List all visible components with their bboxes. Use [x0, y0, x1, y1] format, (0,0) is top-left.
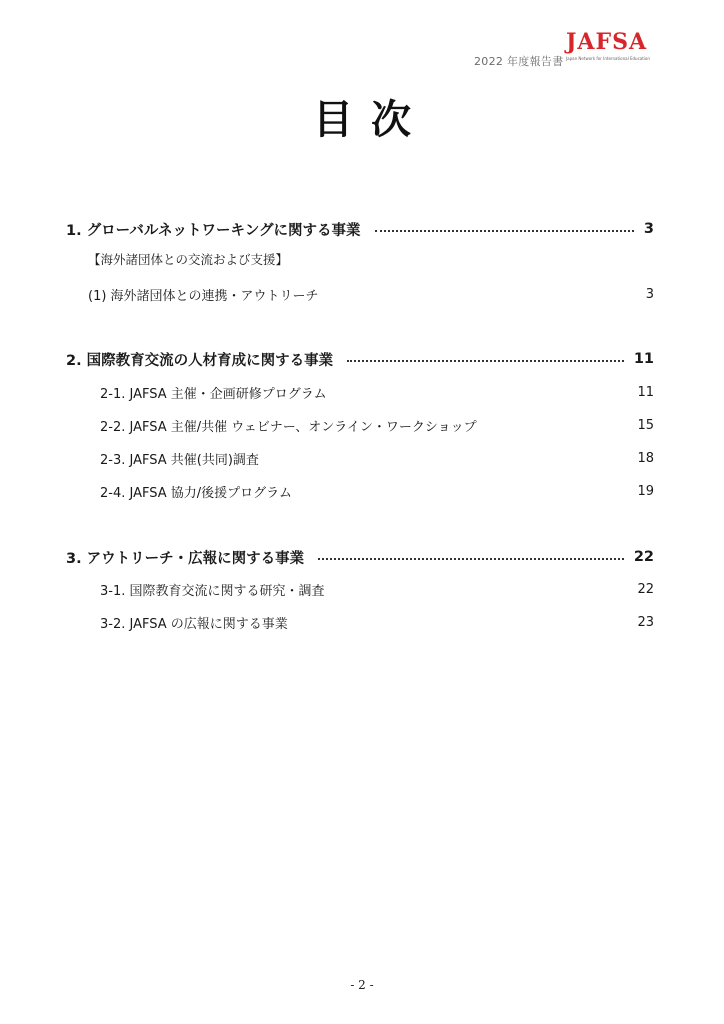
page-title: 目次: [313, 97, 429, 143]
toc-page-number: 22: [633, 549, 654, 565]
toc-item-label: 3-1. 国際教育交流に関する研究・調査: [100, 583, 325, 599]
toc-item-2-3[interactable]: [100, 447, 654, 469]
dot-leader: [318, 558, 624, 560]
toc-page-number: 11: [633, 351, 654, 367]
toc-section-2[interactable]: [66, 348, 654, 370]
toc-section-3[interactable]: [66, 546, 654, 568]
toc-page-number: 19: [637, 483, 654, 499]
logo-subtext: Japan Network for International Education: [566, 56, 650, 61]
logo-wordmark: JAFSA: [566, 29, 648, 55]
toc-page-number: 3: [643, 221, 654, 237]
toc-section-label: 2. 国際教育交流の人材育成に関する事業: [66, 352, 334, 369]
jafsa-logo: [566, 30, 666, 66]
toc-section-label: 3. アウトリーチ・広報に関する事業: [66, 550, 305, 567]
toc-item-2-4[interactable]: [100, 480, 654, 502]
toc-page-number: 22: [637, 581, 654, 597]
toc-subheading: 【海外諸団体との交流および支援】: [88, 252, 289, 267]
toc-page-number: 3: [645, 286, 654, 302]
toc-item-2-1[interactable]: [100, 381, 654, 403]
toc-page-number: 15: [637, 417, 654, 433]
toc-section-1[interactable]: [66, 218, 654, 240]
report-year-label: 2022 年度報告書: [474, 55, 564, 68]
toc-item-label: 2-1. JAFSA 主催・企画研修プログラム: [100, 386, 327, 402]
toc-item-label: 2-3. JAFSA 共催(共同)調査: [100, 452, 259, 468]
toc-item-label: (1) 海外諸団体との連携・アウトリーチ: [88, 288, 319, 304]
toc-item-3-2[interactable]: [100, 611, 654, 633]
toc-page-number: 11: [637, 384, 654, 400]
toc-item-label: 2-4. JAFSA 協力/後援プログラム: [100, 485, 293, 501]
toc-page-number: 18: [637, 450, 654, 466]
toc-item-label: 2-2. JAFSA 主催/共催 ウェビナー、オンライン・ワークショップ: [100, 419, 477, 435]
toc-item-1-1[interactable]: [88, 283, 654, 305]
toc-item-2-2[interactable]: [100, 414, 654, 436]
toc-page-number: 23: [637, 614, 654, 630]
toc-item-3-1[interactable]: [100, 578, 654, 600]
dot-leader: [347, 360, 624, 362]
dot-leader: [375, 230, 634, 232]
toc-section-label: 1. グローバルネットワーキングに関する事業: [66, 222, 361, 239]
toc-item-label: 3-2. JAFSA の広報に関する事業: [100, 616, 288, 632]
page-number-footer: - 2 -: [350, 978, 374, 992]
